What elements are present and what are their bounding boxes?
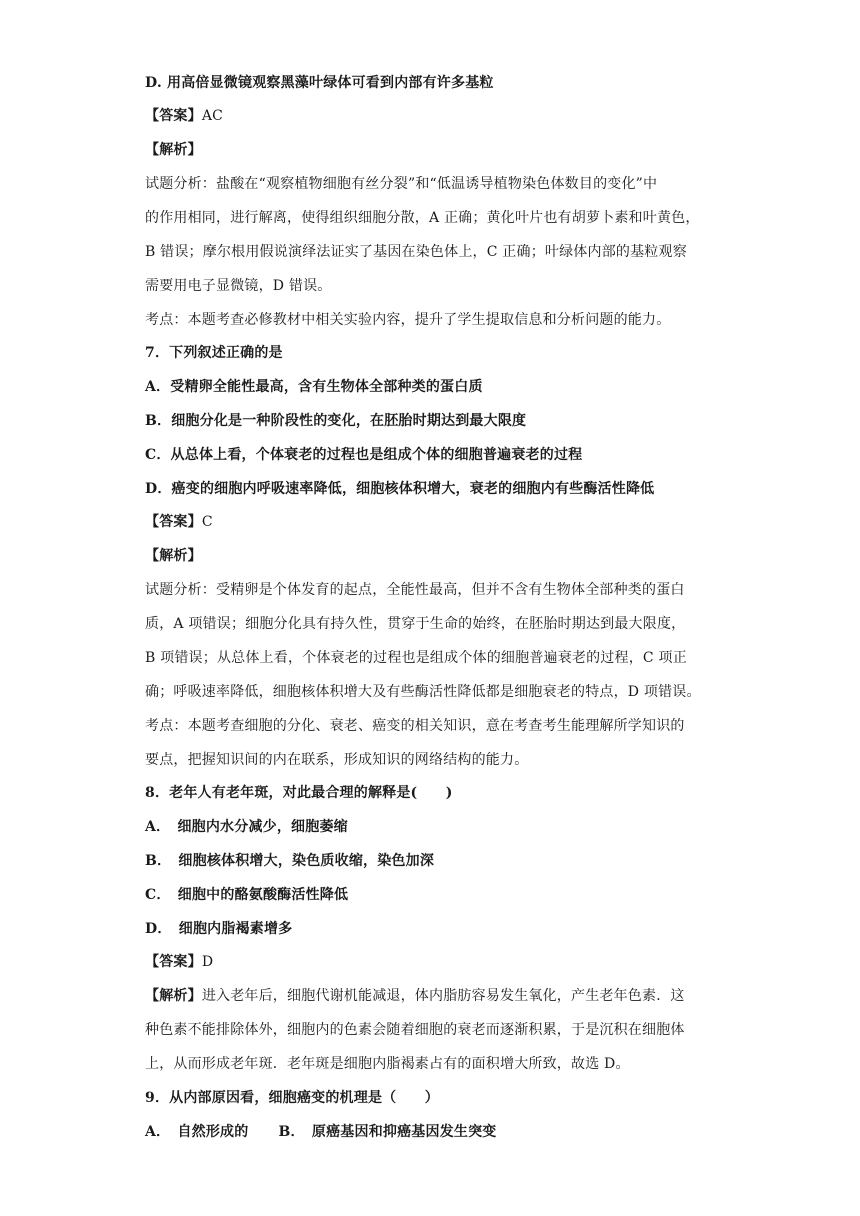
q9-option-b: B． 原癌基因和抑癌基因发生突变 [278, 1124, 497, 1140]
q9-option-a: A． 自然形成的 [145, 1124, 249, 1140]
q7-analysis-label: 【解析】 [145, 548, 202, 564]
q6-analysis-line: B 错误；摩尔根用假说演绎法证实了基因在染色体上，C 正确；叶绿体内部的基粒观察 [145, 244, 687, 260]
q8-analysis-line: 种色素不能排除体外，细胞内的色素会随着细胞的衰老而逐渐积累，于是沉积在细胞体 [145, 1022, 685, 1038]
q6-analysis-label: 【解析】 [145, 142, 202, 158]
q9-stem: 9．从内部原因看，细胞癌变的机理是（ ） [145, 1090, 439, 1106]
q7-stem: 7．下列叙述正确的是 [145, 345, 283, 361]
q7-kaodian-line: 考点：本题考查细胞的分化、衰老、癌变的相关知识，意在考查考生能理解所学知识的 [145, 718, 685, 734]
q8-option-c: C． 细胞中的酪氨酸酶活性降低 [145, 887, 349, 903]
q7-option-b: B．细胞分化是一种阶段性的变化，在胚胎时期达到最大限度 [145, 413, 527, 429]
q7-option-a: A．受精卵全能性最高，含有生物体全部种类的蛋白质 [145, 379, 483, 395]
q9-options [145, 1122, 497, 1142]
answer-label: 【答案】 [145, 954, 202, 970]
answer-label: 【答案】 [145, 514, 202, 530]
q6-answer [145, 106, 223, 126]
q6-analysis-line: 的作用相同，进行解离，使得组织细胞分散，A 正确；黄化叶片也有胡萝卜素和叶黄色， [145, 210, 700, 226]
q7-option-d: D．癌变的细胞内呼吸速率降低，细胞核体积增大，衰老的细胞内有些酶活性降低 [145, 481, 655, 497]
q6-option-d: D. 用高倍显微镜观察黑藻叶绿体可看到内部有许多基粒 [145, 75, 494, 91]
q8-answer [145, 952, 213, 972]
q7-kaodian-line: 要点，把握知识间的内在联系，形成知识的网络结构的能力。 [145, 752, 529, 768]
q6-analysis-line: 需要用电子显微镜，D 错误。 [145, 278, 332, 294]
q8-option-a: A． 细胞内水分减少，细胞萎缩 [145, 819, 348, 835]
q8-analysis [145, 986, 685, 1006]
q7-analysis-line: 质，A 项错误；细胞分化具有持久性，贯穿于生命的始终，在胚胎时期达到最大限度， [145, 616, 686, 632]
q7-analysis-line: 确；呼吸速率降低，细胞核体积增大及有些酶活性降低都是细胞衰老的特点，D 项错误。 [145, 684, 701, 700]
q8-analysis-line: 上，从而形成老年斑．老年斑是细胞内脂褐素占有的面积增大所致，故选 D。 [145, 1056, 630, 1072]
q7-option-c: C．从总体上看，个体衰老的过程也是组成个体的细胞普遍衰老的过程 [145, 447, 583, 463]
q6-kaodian: 考点：本题考查必修教材中相关实验内容，提升了学生提取信息和分析问题的能力。 [145, 312, 671, 328]
analysis-label: 【解析】 [145, 988, 202, 1004]
answer-value: C [201, 514, 213, 530]
q6-analysis-line: 试题分析：盐酸在“观察植物细胞有丝分裂”和“低温诱导植物染色体数目的变化”中 [145, 176, 658, 192]
q7-answer [145, 512, 213, 532]
answer-label: 【答案】 [145, 108, 202, 124]
q8-stem: 8．老年人有老年斑，对此最合理的解释是( ) [145, 785, 453, 801]
q7-analysis-line: B 项错误；从总体上看，个体衰老的过程也是组成个体的细胞普遍衰老的过程，C 项正 [145, 650, 687, 666]
answer-value: AC [201, 108, 224, 124]
q7-analysis-line: 试题分析：受精卵是个体发育的起点，全能性最高，但并不含有生物体全部种类的蛋白 [145, 582, 685, 598]
q8-option-d: D． 细胞内脂褐素增多 [145, 921, 293, 937]
analysis-text: 进入老年后，细胞代谢机能减退，体内脂肪容易发生氧化，产生老年色素．这 [201, 988, 685, 1004]
answer-value: D [201, 954, 214, 970]
q8-option-b: B． 细胞核体积增大，染色质收缩，染色加深 [145, 853, 435, 869]
